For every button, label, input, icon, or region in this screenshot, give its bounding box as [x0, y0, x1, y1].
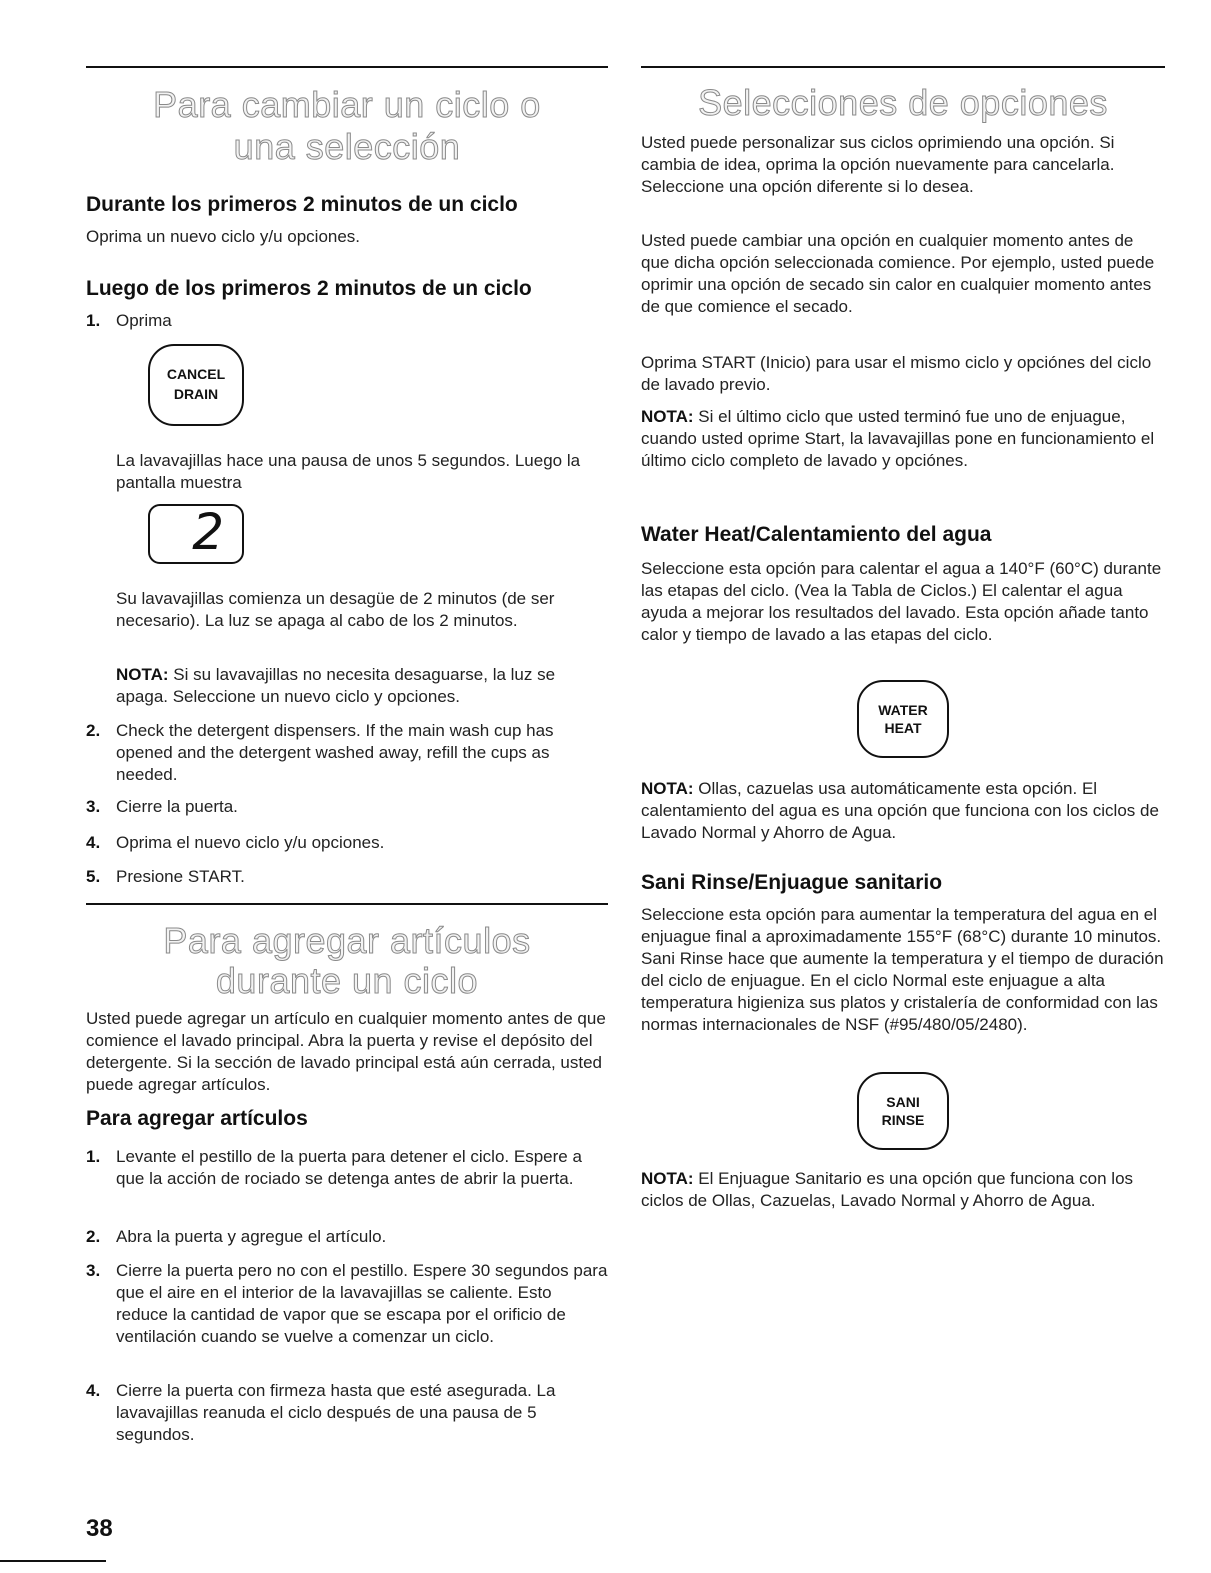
section-rule	[86, 66, 608, 68]
step-text: Levante el pestillo de la puerta para detener el ciclo. Espere a que la acción de rociado se detenga antes de abrir la puerta.	[116, 1147, 582, 1188]
options-paragraph-3: Oprima START (Inicio) para usar el mismo ciclo y opciónes del ciclo de lavado previo.	[641, 353, 1152, 394]
step-number: 1.	[86, 1147, 101, 1166]
sani-rinse-paragraph: Seleccione esta opción para aumentar la temperatura del agua en el enjuague final a aproximadamente 155°F (68°C) durante 10 minutos. Sani Rinse hace que aumente la temperatura y el tiempo de duración del ciclo de enjuague. En el ciclo Normal este enjuague a alta temperatura higieniza sus platos y cristalería de conformidad con las normas internacionales de NSF (#95/480/05/2480).	[641, 905, 1164, 1034]
paragraph-during: Oprima un nuevo ciclo y/u opciones.	[86, 227, 361, 246]
nota-paragraph	[116, 664, 608, 708]
step-number: 4.	[86, 1381, 101, 1400]
step-number: 3.	[86, 1261, 101, 1280]
heading-during-first-2-min: Durante los primeros 2 minutos de un ciclo	[86, 193, 518, 216]
section-title-change-cycle-line2: una selección	[233, 126, 461, 167]
heading-water-heat: Water Heat/Calentamiento del agua	[641, 523, 992, 546]
options-paragraph-2: Usted puede cambiar una opción en cualquier momento antes de que dicha opción seleccionada comience. Por ejemplo, usted puede oprimir una opción de secado sin calor en cualquier momento antes de que comience el secado.	[641, 231, 1155, 316]
step-number: 2.	[86, 1227, 101, 1246]
step-text: Cierre la puerta con firmeza hasta que esté asegurada. La lavavajillas reanuda el ciclo después de una pausa de 5 segundos.	[116, 1381, 556, 1444]
section-title-options: Selecciones de opciones	[698, 82, 1108, 123]
step-text: Cierre la puerta pero no con el pestillo. Espere 30 segundos para que el aire en el interior de la lavavajillas se caliente. Esto reduce la cantidad de vapor que se escapa por el orificio de ventilación cuando se vuelve a comenzar un ciclo.	[116, 1261, 608, 1346]
display-readout	[148, 504, 244, 564]
section-rule	[641, 66, 1165, 68]
step-text: Abra la puerta y agregue el artículo.	[116, 1227, 387, 1246]
sani-rinse-button	[857, 1072, 949, 1150]
step-number: 5.	[86, 867, 101, 886]
pause-paragraph: La lavavajillas hace una pausa de unos 5 segundos. Luego la pantalla muestra	[116, 451, 581, 492]
step-text: Oprima el nuevo ciclo y/u opciones.	[116, 833, 385, 852]
section-title-add-items-line2: durante un ciclo	[215, 960, 479, 1001]
step-number: 4.	[86, 833, 101, 852]
nota-text: El Enjuague Sanitario es una opción que funciona con los ciclos de Ollas, Cazuelas, Lavado Normal y Ahorro de Agua.	[641, 1169, 1134, 1210]
step-text: Presione START.	[116, 867, 245, 886]
cancel-drain-button	[148, 344, 244, 426]
water-label: WATER	[878, 702, 928, 718]
nota-text: Si su lavavajillas no necesita desaguarse, la luz se apaga. Seleccione un nuevo ciclo y opciones.	[116, 665, 556, 706]
drain-label: DRAIN	[173, 386, 219, 402]
heading-after-first-2-min: Luego de los primeros 2 minutos de un ciclo	[86, 277, 532, 300]
nota-label: NOTA:	[641, 1169, 694, 1188]
sani-label: SANI	[886, 1094, 920, 1110]
heading-add-items: Para agregar artículos	[86, 1107, 308, 1130]
section-title-change-cycle-line1: Para cambiar un ciclo o	[153, 84, 541, 125]
heat-label: HEAT	[884, 720, 922, 736]
nota-paragraph	[641, 1168, 1165, 1212]
nota-text: Ollas, cazuelas usa automáticamente esta opción. El calentamiento del agua es una opción que funciona con los ciclos de Lavado Normal y Ahorro de Agua.	[641, 779, 1159, 842]
nota-text: Si el último ciclo que usted terminó fue uno de enjuague, cuando usted oprime Start, la lavavajillas pone en funcionamiento el último ciclo completo de lavado y opciónes.	[641, 407, 1155, 470]
nota-paragraph	[641, 406, 1165, 472]
water-heat-paragraph: Seleccione esta opción para calentar el agua a 140°F (60°C) durante las etapas del ciclo. (Vea la Tabla de Ciclos.) El calentar el agua ayuda a mejorar los resultados del lavado. Esta opción añade tanto calor y tiempo de lavado a las etapas del ciclo.	[641, 559, 1162, 644]
step-text: Check the detergent dispensers. If the main wash cup has opened and the detergent washed away, refill the cups as needed.	[116, 721, 554, 784]
rinse-label: RINSE	[881, 1112, 925, 1128]
cancel-label: CANCEL	[166, 366, 226, 382]
step-text: Cierre la puerta.	[116, 797, 238, 816]
nota-label: NOTA:	[641, 407, 694, 426]
section-rule	[86, 903, 608, 905]
step-number: 3.	[86, 797, 101, 816]
section-title-add-items-line1: Para agregar artículos	[163, 920, 531, 961]
nota-label: NOTA:	[116, 665, 169, 684]
step-text: Oprima	[116, 311, 172, 330]
nota-label: NOTA:	[641, 779, 694, 798]
footer-rule	[0, 1560, 106, 1562]
step-number: 1.	[86, 311, 101, 330]
water-heat-button	[857, 680, 949, 758]
add-items-intro: Usted puede agregar un artículo en cualquier momento antes de que comience el lavado principal. Abra la puerta y revise el depósito del detergente. Si la sección de lavado principal está aún cerrada, usted puede agregar artículos.	[86, 1009, 606, 1094]
page-number: 38	[86, 1515, 113, 1542]
step-number: 2.	[86, 721, 101, 740]
options-paragraph-1: Usted puede personalizar sus ciclos oprimiendo una opción. Si cambia de idea, oprima la opción nuevamente para cancelarla. Seleccione una opción diferente si lo desea.	[641, 133, 1115, 196]
nota-paragraph	[641, 778, 1165, 844]
drain-paragraph: Su lavavajillas comienza un desagüe de 2 minutos (de ser necesario). La luz se apaga al cabo de los 2 minutos.	[116, 589, 555, 630]
display-digit: 2	[192, 503, 224, 561]
heading-sani-rinse: Sani Rinse/Enjuague sanitario	[641, 871, 943, 894]
